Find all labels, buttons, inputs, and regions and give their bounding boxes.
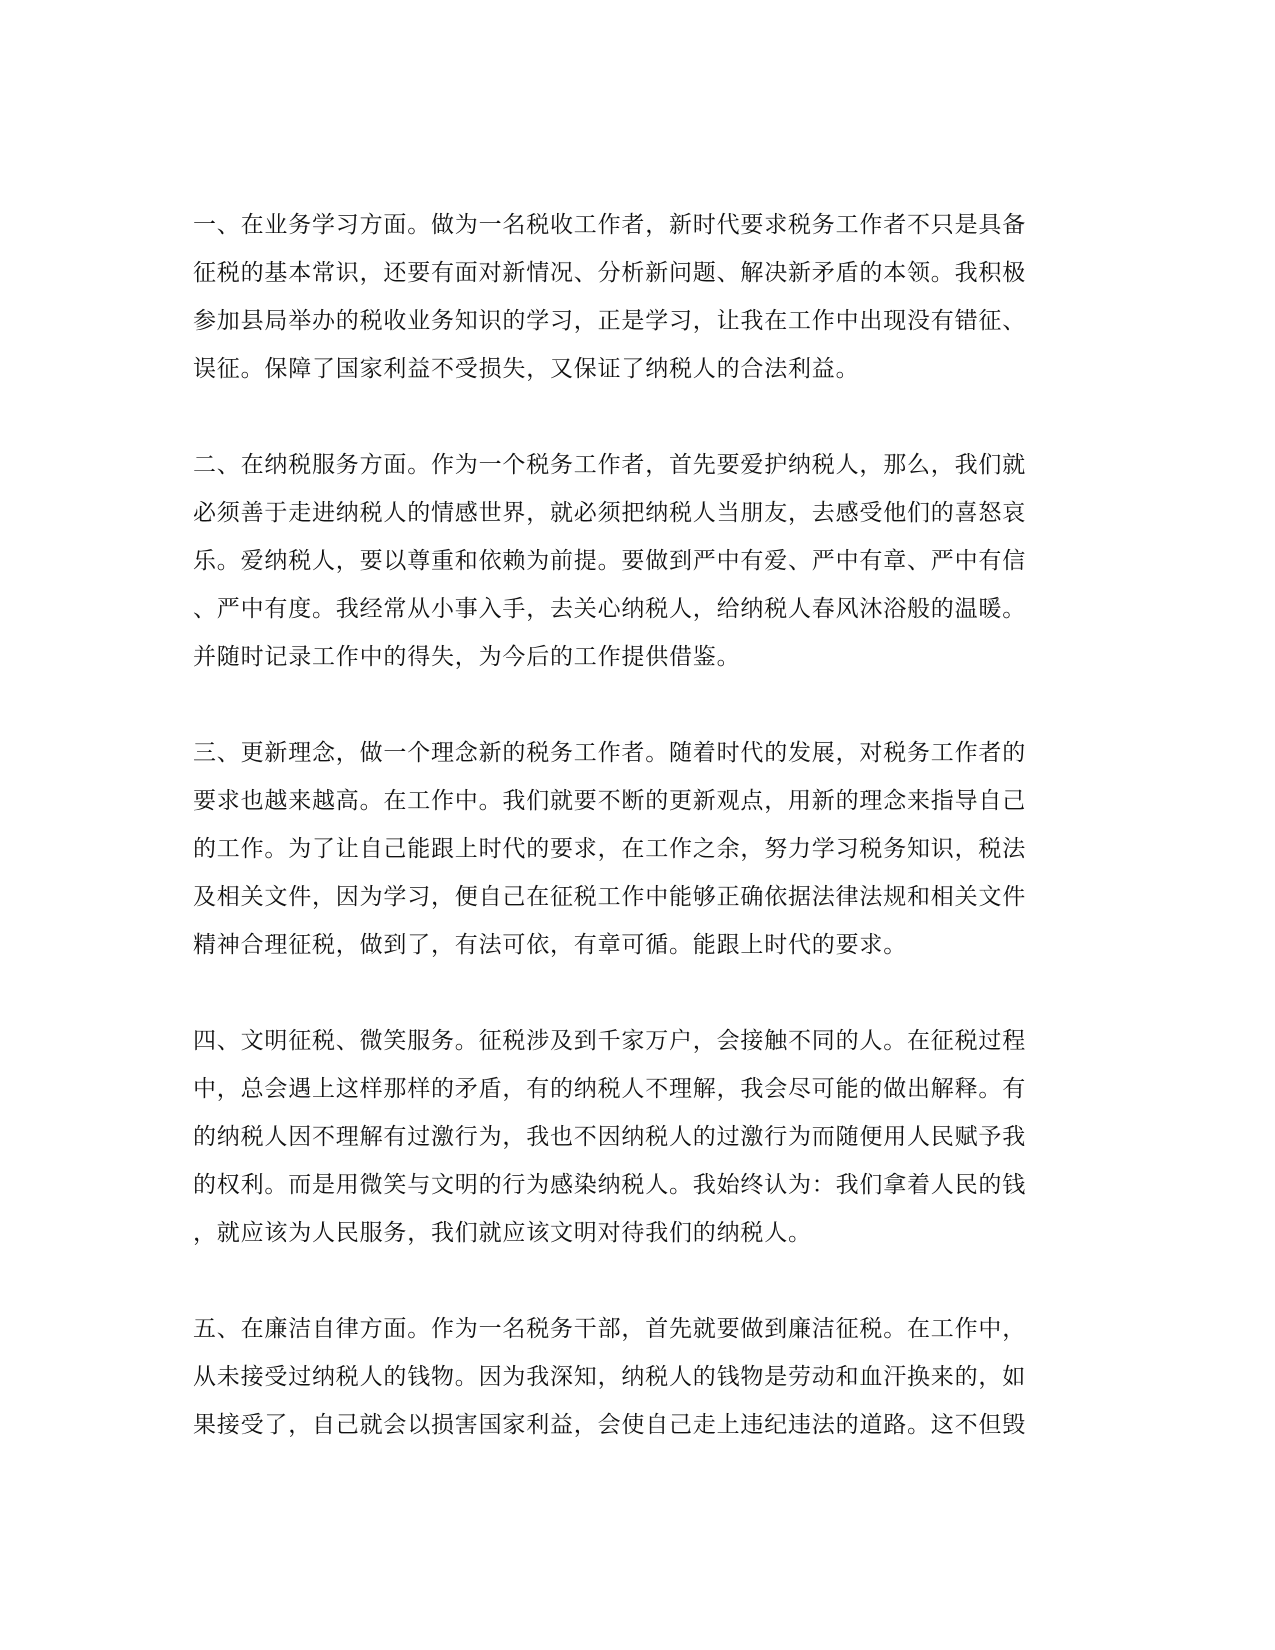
text-line: 乐。爱纳税人，要以尊重和依赖为前提。要做到严中有爱、严中有章、严中有信 — [193, 548, 1026, 574]
paragraph-gap — [193, 681, 1073, 729]
document-body — [193, 201, 1073, 1449]
text-line: 的工作。为了让自己能跟上时代的要求，在工作之余，努力学习税务知识，税法 — [193, 836, 1026, 862]
text-line: 四、文明征税、微笑服务。征税涉及到千家万户，会接触不同的人。在征税过程 — [193, 1028, 1026, 1054]
paragraph-business-study — [193, 201, 1073, 393]
paragraph-gap — [193, 393, 1073, 441]
text-line: 的纳税人因不理解有过激行为，我也不因纳税人的过激行为而随便用人民赋予我 — [193, 1124, 1026, 1150]
text-line: 误征。保障了国家利益不受损失，又保证了纳税人的合法利益。 — [193, 356, 860, 382]
text-line: 精神合理征税，做到了，有法可依，有章可循。能跟上时代的要求。 — [193, 932, 907, 958]
text-line: 从未接受过纳税人的钱物。因为我深知，纳税人的钱物是劳动和血汗换来的，如 — [193, 1364, 1026, 1390]
paragraph-gap — [193, 969, 1073, 1017]
paragraph-civilized-tax — [193, 1017, 1073, 1257]
paragraph-update-concept — [193, 729, 1073, 969]
text-line: 及相关文件，因为学习，便自己在征税工作中能够正确依据法律法规和相关文件 — [193, 884, 1026, 910]
paragraph-tax-service — [193, 441, 1073, 681]
text-line: 的权利。而是用微笑与文明的行为感染纳税人。我始终认为：我们拿着人民的钱 — [193, 1172, 1026, 1198]
text-line: 参加县局举办的税收业务知识的学习，正是学习，让我在工作中出现没有错征、 — [193, 308, 1026, 334]
text-line: 五、在廉洁自律方面。作为一名税务干部，首先就要做到廉洁征税。在工作中， — [193, 1316, 1026, 1342]
paragraph-gap — [193, 1257, 1073, 1305]
text-line: 中，总会遇上这样那样的矛盾，有的纳税人不理解，我会尽可能的做出解释。有 — [193, 1076, 1026, 1102]
text-line: 三、更新理念，做一个理念新的税务工作者。随着时代的发展，对税务工作者的 — [193, 740, 1026, 766]
text-line: 必须善于走进纳税人的情感世界，就必须把纳税人当朋友，去感受他们的喜怒哀 — [193, 500, 1026, 526]
text-line: 二、在纳税服务方面。作为一个税务工作者，首先要爱护纳税人，那么，我们就 — [193, 452, 1026, 478]
text-line: ，就应该为人民服务，我们就应该文明对待我们的纳税人。 — [193, 1220, 812, 1246]
paragraph-integrity — [193, 1305, 1073, 1449]
text-line: 并随时记录工作中的得失，为今后的工作提供借鉴。 — [193, 644, 741, 670]
text-line: 果接受了，自己就会以损害国家利益，会使自己走上违纪违法的道路。这不但毁 — [193, 1412, 1026, 1438]
text-line: 、严中有度。我经常从小事入手，去关心纳税人，给纳税人春风沐浴般的温暖。 — [193, 596, 1026, 622]
text-line: 一、在业务学习方面。做为一名税收工作者，新时代要求税务工作者不只是具备 — [193, 212, 1026, 238]
text-line: 要求也越来越高。在工作中。我们就要不断的更新观点，用新的理念来指导自己 — [193, 788, 1026, 814]
text-line: 征税的基本常识，还要有面对新情况、分析新问题、解决新矛盾的本领。我积极 — [193, 260, 1026, 286]
